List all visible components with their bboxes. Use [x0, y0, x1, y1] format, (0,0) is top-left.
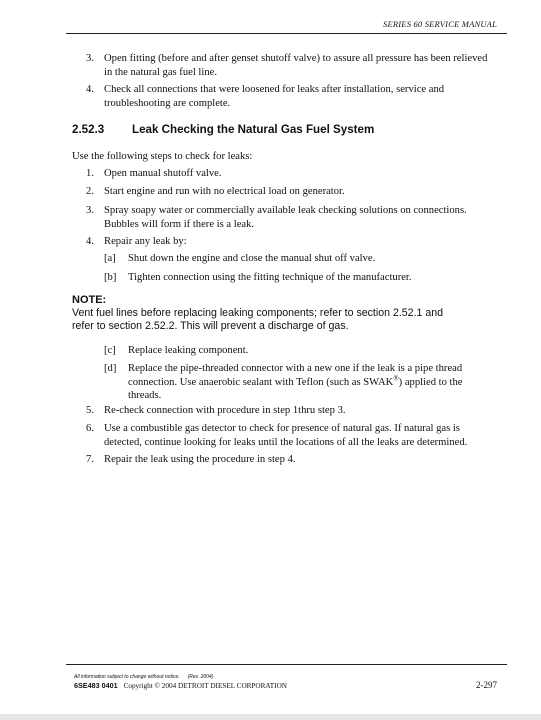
- step-text: Repair the leak using the procedure in step 4.: [104, 454, 296, 465]
- substep-text: Tighten connection using the fitting technique of the manufacturer.: [128, 272, 412, 283]
- step-number: 7.: [86, 454, 94, 465]
- note-text: Vent fuel lines before replacing leaking components; refer to section 2.52.1 and refer to section 2.52.2. This will prevent a discharge of gas.: [72, 307, 444, 332]
- step-number: 3.: [86, 53, 94, 64]
- step-number: 5.: [86, 405, 94, 416]
- step-text: Repair any leak by:: [104, 236, 187, 247]
- step-number: 4.: [86, 236, 94, 247]
- substep-text: Replace the pipe-threaded connector with a new one if the leak is a pipe thread connection. Use anaerobic sealant with Teflon (such as SWAK®) applied to the threads.: [128, 363, 463, 401]
- step-number: 4.: [86, 84, 94, 95]
- copyright-notice: Copyright © 2004 DETROIT DIESEL CORPORATION: [123, 682, 287, 690]
- section-title: Leak Checking the Natural Gas Fuel System: [132, 123, 375, 136]
- intro-paragraph: Use the following steps to check for leaks:: [72, 151, 253, 162]
- step-number: 2.: [86, 186, 94, 197]
- step-number: 6.: [86, 423, 94, 434]
- step-text: Use a combustible gas detector to check for presence of natural gas. If natural gas is detected, continue looking for leaks until the locations of all the leaks are determined.: [104, 423, 468, 448]
- step-number: 3.: [86, 205, 94, 216]
- document-code: 6SE483 0401: [74, 681, 118, 690]
- section-number: 2.52.3: [72, 123, 105, 136]
- footer-disclaimer: All information subject to change without notice. (Rev. 2004): [74, 674, 214, 680]
- step-text: Re-check connection with procedure in step 1thru step 3.: [104, 405, 346, 416]
- footer-info: [74, 681, 287, 690]
- substep-marker: [d]: [104, 363, 117, 374]
- step-number: 1.: [86, 168, 94, 179]
- step-text: Open fitting (before and after genset shutoff valve) to assure all pressure has been relieved in the natural gas fuel line.: [104, 53, 488, 78]
- substep-text: Shut down the engine and close the manual shut off valve.: [128, 253, 376, 264]
- step-text: Spray soapy water or commercially available leak checking solutions on connections. Bubbles will form if there is a leak.: [104, 205, 467, 230]
- page-number: 2-297: [476, 680, 497, 690]
- substep-text: Replace leaking component.: [128, 345, 249, 356]
- step-text: Open manual shutoff valve.: [104, 168, 222, 179]
- step-text: Start engine and run with no electrical load on generator.: [104, 186, 345, 197]
- step-text: Check all connections that were loosened for leaks after installation, service and troubleshooting are complete.: [104, 84, 445, 109]
- registered-mark: ®: [393, 373, 399, 382]
- footer-rule: [66, 664, 507, 665]
- header-rule: [66, 33, 507, 34]
- substep-marker: [a]: [104, 253, 116, 264]
- note-label: NOTE:: [72, 294, 107, 306]
- running-header: SERIES 60 SERVICE MANUAL: [383, 19, 497, 29]
- substep-marker: [b]: [104, 272, 117, 283]
- substep-marker: [c]: [104, 345, 116, 356]
